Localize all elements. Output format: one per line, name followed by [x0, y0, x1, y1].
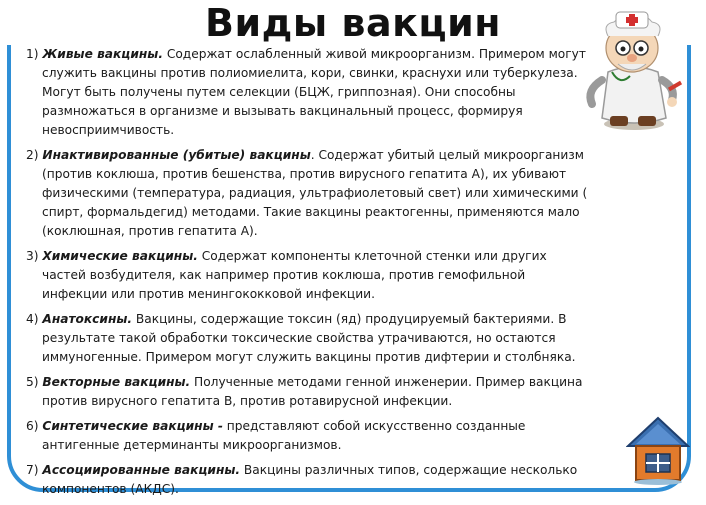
vaccine-term: Химические вакцины. — [42, 249, 198, 263]
list-item: 2) Инактивированные (убитые) вакцины. Содержат убитый целый микроорганизм (против коклюша, против бешенства, против вирусного гепатита А), их убивают физическими (температура, радиация, ультрафиолетовый свет) или химическими ( спирт, формальдегид) методами. Такие вакцины реактогенны, применяются мало (коклюшная, против гепатита А). — [26, 148, 588, 238]
list-item: 6) Синтетические вакцины - представляют собой искусственно созданные антигенные детерминанты микроорганизмов. — [26, 419, 526, 452]
list-item: 1) Живые вакцины. Содержат ослабленный живой микроорганизм. Примером могут служить вакцины против полиомиелита, кори, свинки, краснухи или туберкулеза. Могут быть получены путем селекции (БЦЖ, гриппозная). Они способны размножаться в организме и вызывать вакцинальный процесс, формируя невосприимчивость. — [26, 47, 586, 137]
list-item: 4) Анатоксины. Вакцины, содержащие токсин (яд) продуцируемый бактериями. В результате такой обработки токсические свойства утрачиваются, но остаются иммуногенные. Примером могут служить вакцины против дифтерии и столбняка. — [26, 312, 576, 364]
vaccine-term: Анатоксины. — [42, 312, 133, 326]
vaccine-term: Инактивированные (убитые) вакцины — [42, 148, 311, 162]
vaccine-term: Векторные вакцины. — [42, 375, 191, 389]
list-item: 3) Химические вакцины. Содержат компоненты клеточной стенки или других частей возбудителя, как например против коклюша, против гемофильной инфекции или против менингококковой инфекции. — [26, 249, 547, 301]
list-item: 5) Векторные вакцины. Полученные методами генной инженерии. Пример вакцина против вирусного гепатита В, против ротавирусной инфекции. — [26, 375, 583, 408]
home-icon[interactable] — [626, 416, 690, 486]
vaccine-types-list — [26, 45, 591, 505]
vaccine-term: Синтетические вакцины - — [42, 419, 223, 433]
slide-title: Виды вакцин — [0, 1, 706, 45]
vaccine-term: Ассоциированные вакцины. — [42, 463, 241, 477]
vaccine-term: Живые вакцины. — [42, 47, 163, 61]
list-item: 7) Ассоциированные вакцины. Вакцины различных типов, содержащие несколько компонентов (АКДС). — [26, 463, 578, 496]
